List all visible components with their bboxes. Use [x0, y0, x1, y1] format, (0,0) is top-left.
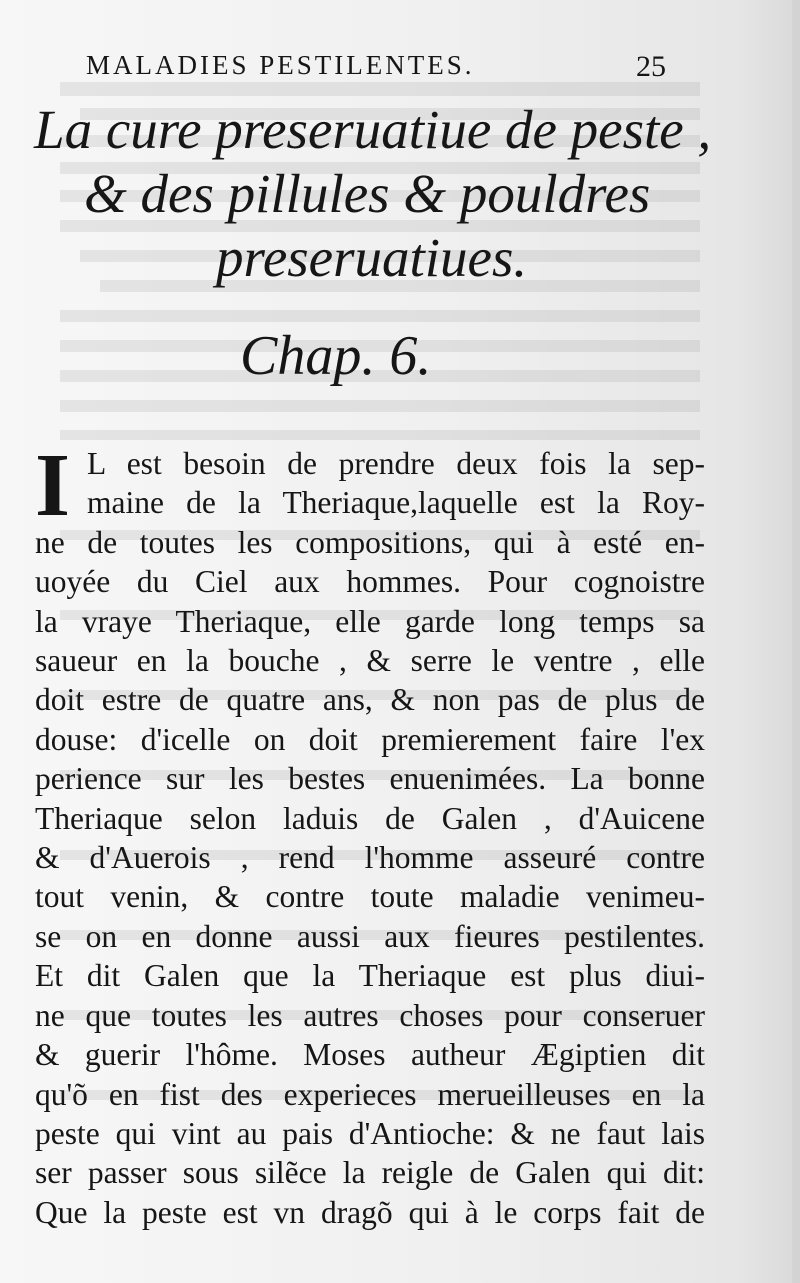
- drop-cap: I: [35, 436, 71, 535]
- text-line: se on en donne aussi aux fieures pestilentes.: [35, 918, 705, 954]
- text-line: maine de la Theriaque,laquelle est la Roy-: [87, 485, 705, 521]
- chapter-title: [28, 98, 718, 290]
- text-line: ne que toutes les autres choses pour conseruer: [35, 997, 705, 1033]
- running-title: MALADIES PESTILENTES.: [86, 50, 475, 80]
- text-line: Theriaque selon laduis de Galen , d'Auicene: [35, 800, 705, 836]
- chapter-title-line: La cure preseruatiue de peste ,: [34, 99, 712, 160]
- text-line: doit estre de quatre ans, & non pas de plus de: [35, 682, 705, 718]
- text-line: L est besoin de prendre deux fois la sep-: [87, 446, 705, 481]
- text-line: tout venin, & contre toute maladie venimeu-: [35, 879, 705, 915]
- text-line: & d'Auerois , rend l'homme asseuré contre: [35, 840, 705, 876]
- text-line: qu'õ en fist des experieces merueilleuses en la: [35, 1076, 705, 1112]
- text-line: uoyée du Ciel aux hommes. Pour cognoistre: [35, 564, 705, 600]
- text-line: Que la peste est vn dragõ qui à le corps fait de: [35, 1194, 705, 1230]
- text-line: & guerir l'hôme. Moses autheur Ægiptien dit: [35, 1037, 705, 1073]
- text-line: saueur en la bouche , & serre le ventre , elle: [35, 643, 705, 679]
- text-line: peste qui vint au pais d'Antioche: & ne faut lais: [35, 1115, 705, 1151]
- text-line: perience sur les bestes enuenimées. La bonne: [35, 761, 705, 797]
- text-line: Et dit Galen que la Theriaque est plus diui-: [35, 958, 705, 994]
- page-number: 25: [636, 50, 666, 83]
- text-line: ne de toutes les compositions, qui à esté en-: [35, 524, 705, 560]
- text-line: ser passer sous silẽce la reigle de Galen qui dit:: [35, 1155, 705, 1191]
- text-line: douse: d'icelle on doit premierement faire l'ex: [35, 721, 705, 757]
- running-head: [86, 50, 666, 84]
- chapter-number: Chap. 6.: [240, 325, 432, 387]
- chapter-title-line: preseruatiues.: [216, 227, 528, 288]
- chapter-title-line: & des pillules & pouldres: [84, 163, 651, 224]
- body-paragraph: [35, 436, 705, 1232]
- text-line: la vraye Theriaque, elle garde long temps sa: [35, 603, 705, 639]
